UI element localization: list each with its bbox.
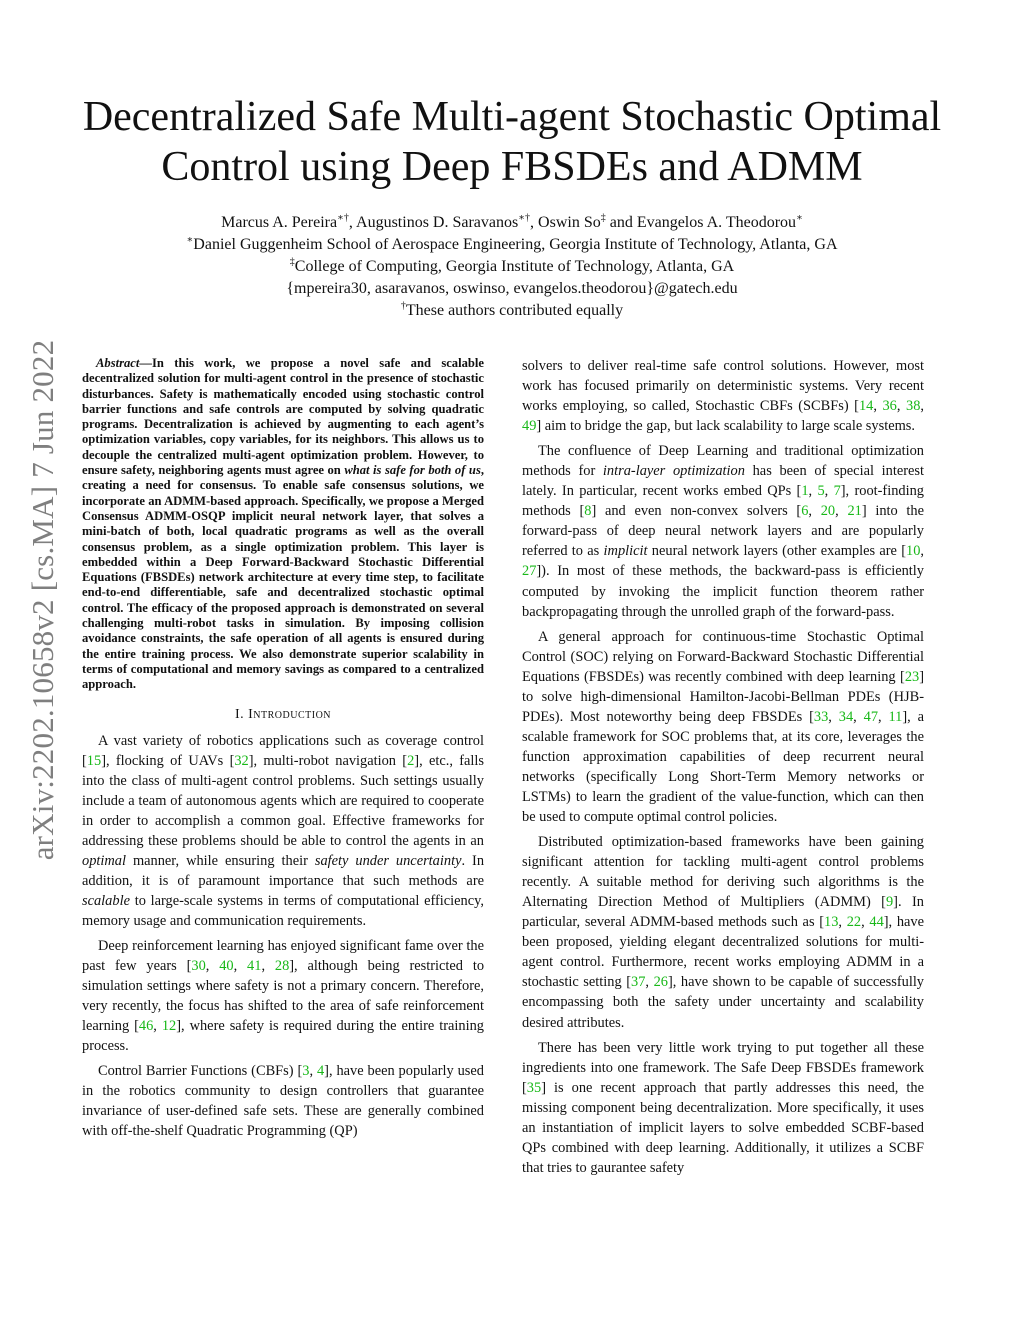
affiliation-mark: ∗ (186, 234, 194, 246)
right-paragraph-5: There has been very little work trying to put together all these ingredients into one framework. The Safe Deep FBSDEs framework [35] is one recent approach that partly addresses this need, the missing component being decentralization. More specifically, it uses an instantiation of implicit layers to solve embedded SCBF-based QPs combined with deep learning. Additionally, it utilizes a SCBF that tries to gaurantee safety (522, 1039, 924, 1176)
intro-paragraph-2: Deep reinforcement learning has enjoyed significant fame over the past few years [30, 40, 41, 28], although being restricted to simulation settings where safety is not a primary concern. Therefore, very recently, the focus has shifted to the area of safe reinforcement learning [46, 12], where safety is required during the entire training process. (82, 938, 485, 1055)
abstract-emphasis: what is safe for both of us (344, 463, 481, 478)
abstract-text: , creating a need for consensus. To enable safe consensus solutions, we incorporate an ADMM-based approach. Specifically, we propose a Merged Consensus ADMM-OSQP implicit neural network layer, that solves a mini-batch of both, local quadratic programs as well as the overall consensus problem, as a single optimization problem. This layer is embedded within a Deep Forward-Backward Stochastic Differential Equations (FBSDEs) network architecture at every time step, to facilitate end-to-end differentiable, safe and decentralized stochastic optimal control. The efficacy of the proposed approach is demonstrated on several challenging multi-robot tasks in simulation. By imposing collision avoidance constraints, the safe operation of all agents is ensured during the entire training process. We also demonstrate superior scalability in terms of computational and memory savings as compared to a centralized approach. (82, 463, 484, 692)
citation-link[interactable]: 14 (858, 398, 874, 415)
affiliation-mark: ‡ (289, 256, 295, 268)
left-column (82, 356, 484, 1147)
right-paragraph-4: Distributed optimization-based frameworks have been gaining significant attention for tackling multi-agent control problems recently. A suitable method for deriving such algorithms is the Alternating Direction Method of Multipliers (ADMM) [9]. In particular, several ADMM-based methods such as [13, 22, 44], have been proposed, yielding elegant decentralized solutions for multi-agent control. Furthermore, recent works employing ADMM in a stochastic setting [37, 26], have shown to be capable of successfully encompassing both the safety under uncertainty and scalability desired attributes. (522, 834, 925, 1031)
right-paragraph-3: A general approach for continuous-time Stochastic Optimal Control (SOC) relying on Forward-Backward Stochastic Differential Equations (FBSDEs) was recently combined with deep learning [23] to solve high-dimensional Hamilton-Jacobi-Bellman PDEs (HJB-PDEs). Most noteworthy being deep FBSDEs [33, 34, 47, 11], a scalable framework for SOC problems that, at its core, leverages the function approximation capabilities of deep recurrent neural networks (specifically Long Short-Term Memory networks or LSTMs) to learn the gradient of the value-function, which can then be used to compute optimal control policies. (522, 628, 925, 826)
citation-link[interactable]: 47 (863, 708, 879, 725)
author-block (60, 212, 964, 322)
author-name: and Evangelos A. Theodorou (609, 214, 797, 231)
author-name: Augustinos D. Saravanos (356, 214, 519, 231)
citation-link[interactable]: 33 (813, 708, 829, 725)
equal-contribution-note (60, 300, 964, 322)
citation-link[interactable]: 7 (833, 483, 841, 500)
citation-link[interactable]: 15 (86, 752, 102, 769)
note-mark: † (400, 300, 406, 312)
author-mark: ∗ (796, 212, 803, 224)
citation-link[interactable]: 22 (846, 914, 862, 931)
citation-link[interactable]: 11 (888, 708, 903, 725)
citation-link[interactable]: 9 (885, 894, 894, 911)
abstract (82, 356, 484, 693)
citation-link[interactable]: 32 (234, 752, 249, 769)
citation-link[interactable]: 37 (631, 974, 646, 991)
citation-link[interactable]: 49 (522, 418, 537, 435)
citation-link[interactable]: 34 (838, 708, 854, 725)
citation-link[interactable]: 44 (869, 914, 884, 931)
citation-link[interactable]: 26 (653, 974, 668, 991)
citation-link[interactable]: 36 (882, 398, 897, 415)
citation-link[interactable]: 27 (522, 563, 537, 580)
affiliation-text: Daniel Guggenheim School of Aerospace Engineering, Georgia Institute of Technology, Atlanta, GA (193, 236, 838, 253)
citation-link[interactable]: 6 (801, 503, 809, 520)
citation-link[interactable]: 46 (138, 1018, 154, 1035)
citation-link[interactable]: 5 (817, 483, 825, 500)
right-column (522, 356, 924, 1183)
citation-link[interactable]: 2 (407, 752, 415, 769)
citation-link[interactable]: 4 (316, 1063, 325, 1080)
citation-link[interactable]: 35 (526, 1079, 542, 1096)
intro-paragraph-1: A vast variety of robotics applications such as coverage control [15], flocking of UAVs [32], multi-robot navigation [2], etc., falls into the class of multi-agent control problems. Such settings usually include a team of autonomous agents which are required to cooperate in order to accomplish a common goal. Effective frameworks for addressing these problems should be able to control the agents in an optimal manner, while ensuring their safety under uncertainty. In addition, it is of paramount importance that such methods are scalable to large-scale systems in terms of computational efficiency, memory usage and communication requirements. (82, 732, 485, 929)
citation-link[interactable]: 13 (824, 914, 839, 931)
citation-link[interactable]: 21 (847, 503, 862, 520)
author-mark: ∗† (337, 212, 349, 224)
author-mark: ∗† (518, 212, 531, 224)
citation-link[interactable]: 3 (302, 1063, 310, 1080)
right-paragraph-1: solvers to deliver real-time safe control solutions. However, most work has focused primarily on deterministic systems. Very recent works employing, so called, Stochastic CBFs (SCBFs) [14, 36, 38, 49] aim to bridge the gap, but lack scalability to large scale systems. (522, 358, 925, 435)
citation-link[interactable]: 10 (906, 543, 921, 560)
citation-link[interactable]: 40 (219, 958, 234, 975)
citation-link[interactable]: 23 (904, 668, 920, 685)
citation-link[interactable]: 30 (191, 958, 206, 975)
citation-link[interactable]: 20 (820, 503, 836, 520)
abstract-label: Abstract (96, 356, 140, 370)
email-line: {mpereira30, asaravanos, oswinso, evangelos.theodorou}@gatech.edu (286, 280, 738, 297)
author-mark: ‡ (600, 212, 606, 224)
arxiv-identifier-stamp: arXiv:2202.10658v2 [cs.MA] 7 Jun 2022 (25, 339, 60, 861)
citation-link[interactable]: 1 (801, 483, 809, 500)
section-heading-introduction: I. Introduction (234, 706, 332, 722)
author-line: Marcus A. Pereira∗†, Augustinos D. Saravanos∗†, Oswin So‡ and Evangelos A. Theodorou∗ (221, 212, 803, 231)
paper-title: Decentralized Safe Multi-agent Stochastic Optimal Control using Deep FBSDEs and ADMM (82, 94, 942, 190)
affiliation-text: College of Computing, Georgia Institute of Technology, Atlanta, GA (294, 258, 735, 275)
author-name: Marcus A. Pereira (221, 214, 338, 231)
affiliation-line (60, 234, 964, 256)
intro-paragraph-3: Control Barrier Functions (CBFs) [3, 4], have been popularly used in the robotics community to design controllers that guarantee invariance of user-defined safe sets. These are generally combined with off-the-shelf Quadratic Programming (QP) (82, 1063, 484, 1140)
abstract-text: —In this work, we propose a novel safe and scalable decentralized solution for multi-agent control in the presence of stochastic disturbances. Safety is mathematically encoded using stochastic control barrier functions and safe controls are computed by solving quadratic programs. Decentralization is achieved by augmenting to each agent’s optimization variables, copy variables, for its neighbors. This allows us to decouple the centralized multi-agent optimization problem. However, to ensure safety, neighboring agents must agree on (82, 356, 484, 478)
right-paragraph-2: The confluence of Deep Learning and traditional optimization methods for intra-layer optimization has been of special interest lately. In particular, recent works embed QPs [1, 5, 7], root-finding methods [8] and even non-convex solvers [6, 20, 21] into the forward-pass of deep neural network layers and are popularly referred to as implicit neural network layers (other examples are [10, 27]). In most of these methods, the backward-pass is efficiently computed by invoking the implicit function theorem rather backpropagating through the unrolled graph of the forward-pass. (522, 443, 924, 620)
citation-link[interactable]: 12 (161, 1018, 177, 1035)
note-text: These authors contributed equally (405, 302, 624, 319)
citation-link[interactable]: 41 (247, 958, 262, 975)
citation-link[interactable]: 38 (906, 398, 921, 415)
affiliation-line (60, 256, 964, 278)
citation-link[interactable]: 8 (584, 503, 592, 520)
citation-link[interactable]: 28 (274, 958, 290, 975)
author-name: Oswin So (538, 214, 601, 231)
